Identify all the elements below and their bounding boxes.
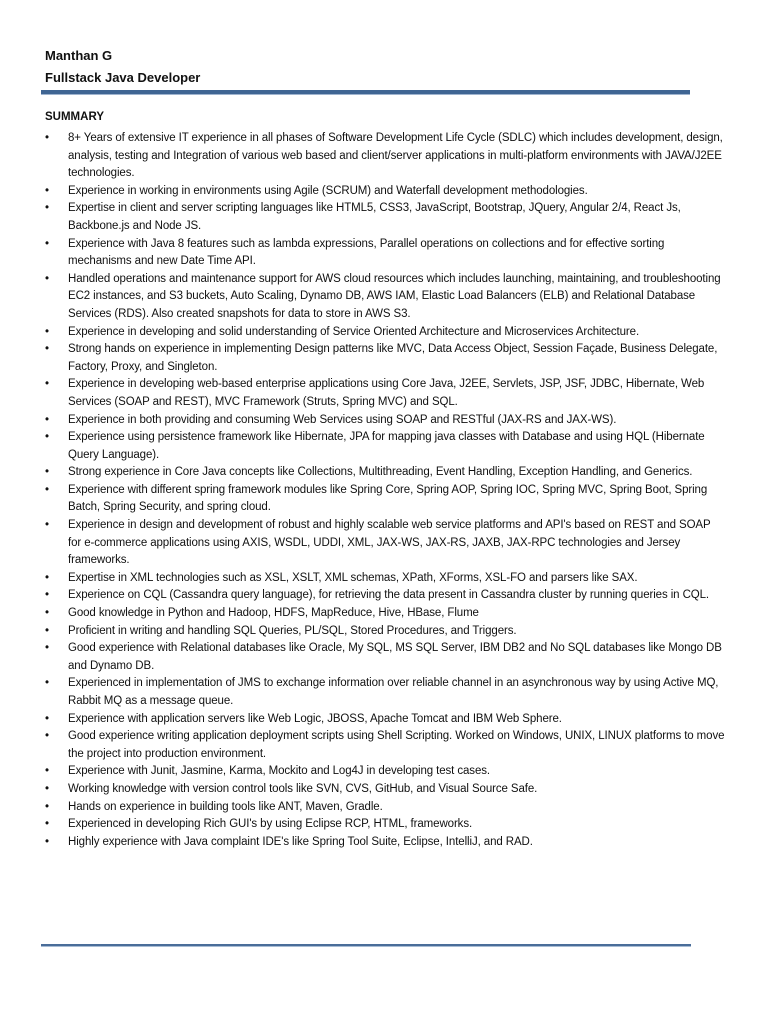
summary-item-text: Experience in working in environments using Agile (SCRUM) and Waterfall development methodologies. [68, 184, 588, 197]
summary-item-text: Experience in design and development of robust and highly scalable web service platforms and API's based on REST and SOAP for e-commerce applications using AXIS, WSDL, UDDI, XML, JAX-WS, JAX-RS, JAXB, JAX-RPC technologies and Jersey frameworks. [68, 519, 711, 567]
footer-divider [41, 944, 691, 947]
summary-item-text: Experience with different spring framework modules like Spring Core, Spring AOP, Spring IOC, Spring MVC, Spring Boot, Spring Batch, Spring Security, and spring cloud. [68, 483, 708, 514]
bullet-icon: • [45, 184, 49, 197]
summary-item [45, 464, 725, 482]
summary-item [45, 341, 725, 376]
bullet-icon: • [45, 325, 49, 338]
summary-item-text: Highly experience with Java complaint IDE's like Spring Tool Suite, Eclipse, IntelliJ, and RAD. [68, 835, 533, 848]
bullet-icon: • [45, 132, 49, 144]
bullet-icon: • [45, 272, 49, 285]
summary-item [45, 236, 725, 271]
summary-item-text: Experience using persistence framework like Hibernate, JPA for mapping java classes with Database and using HQL (Hibernate Query Language). [68, 431, 705, 461]
summary-item [45, 763, 725, 781]
summary-item-text: Hands on experience in building tools like ANT, Maven, Gradle. [68, 800, 383, 813]
summary-item-text: Strong experience in Core Java concepts like Collections, Multithreading, Event Handling, Exception Handling, and Generics. [68, 466, 693, 479]
summary-item-text: Experience with application servers like Web Logic, JBOSS, Apache Tomcat and IBM Web Sphere. [68, 712, 562, 725]
bullet-icon: • [45, 237, 49, 250]
summary-list [45, 130, 725, 851]
bullet-icon: • [45, 730, 49, 743]
bullet-icon: • [45, 202, 49, 215]
summary-item [45, 623, 725, 641]
summary-item-text: Strong hands on experience in implementing Design patterns like MVC, Data Access Object, Session Façade, Business Delegate, Factory, Proxy, and Singleton. [68, 343, 718, 373]
summary-item-text: Experienced in developing Rich GUI's by using Eclipse RCP, HTML, frameworks. [68, 818, 473, 831]
summary-item [45, 482, 725, 517]
bullet-icon: • [45, 343, 49, 356]
summary-item [45, 183, 725, 201]
bullet-icon: • [45, 835, 49, 848]
bullet-icon: • [45, 378, 49, 391]
bullet-icon: • [45, 782, 49, 795]
summary-item-text: Good experience with Relational databases like Oracle, My SQL, MS SQL Server, IBM DB2 and No SQL databases like Mongo DB and Dynamo DB. [68, 642, 722, 672]
summary-item-text: Expertise in client and server scripting languages like HTML5, CSS3, JavaScript, Bootstrap, JQuery, Angular 2/4, React Js, Backbone.js and Node JS. [68, 202, 681, 232]
summary-item-text: Experience in developing web-based enterprise applications using Core Java, J2EE, Servlets, JSP, JSF, JDBC, Hibernate, Web Services (SOAP and REST), MVC Framework (Struts, Spring MVC) and SQL. [68, 378, 705, 408]
summary-item [45, 200, 725, 235]
header-divider [41, 90, 690, 95]
summary-item [45, 324, 725, 342]
summary-item-text: Experience with Java 8 features such as lambda expressions, Parallel operations on collections and for effective sorting mechanisms and new Date Time API. [68, 237, 665, 268]
summary-item [45, 799, 725, 817]
summary-item [45, 587, 725, 605]
bullet-icon: • [45, 818, 49, 831]
summary-item-text: Working knowledge with version control tools like SVN, CVS, GitHub, and Visual Source Safe. [68, 782, 538, 795]
bullet-icon: • [45, 413, 49, 426]
summary-item [45, 675, 725, 710]
summary-item-text: 8+ Years of extensive IT experience in all phases of Software Development Life Cycle (SDLC) which includes development, design, analysis, testing and Integration of various web based and client/server applications in multi-platform environments with JAVA/J2EE technologies. [68, 132, 723, 180]
summary-item [45, 640, 725, 675]
bullet-icon: • [45, 642, 49, 655]
summary-item [45, 429, 725, 464]
bullet-icon: • [45, 765, 49, 778]
summary-item [45, 570, 725, 588]
summary-item [45, 605, 725, 623]
summary-item-text: Experienced in implementation of JMS to exchange information over reliable channel in an asynchronous way by using Active MQ, Rabbit MQ as a message queue. [68, 677, 719, 707]
summary-item-text: Proficient in writing and handling SQL Queries, PL/SQL, Stored Procedures, and Triggers. [68, 624, 517, 637]
candidate-name: Manthan G [45, 48, 113, 63]
bullet-icon: • [45, 571, 49, 584]
candidate-title: Fullstack Java Developer [45, 70, 201, 85]
bullet-icon: • [45, 607, 49, 620]
bullet-icon: • [45, 800, 49, 813]
summary-item-text: Experience in both providing and consuming Web Services using SOAP and RESTful (JAX-RS and JAX-WS). [68, 413, 617, 426]
summary-item-text: Expertise in XML technologies such as XSL, XSLT, XML schemas, XPath, XForms, XSL-FO and parsers like SAX. [68, 571, 638, 584]
bullet-icon: • [45, 624, 49, 637]
summary-item [45, 781, 725, 799]
summary-item [45, 834, 725, 852]
bullet-icon: • [45, 466, 49, 479]
bullet-icon: • [45, 712, 49, 725]
summary-item-text: Experience on CQL (Cassandra query language), for retrieving the data present in Cassandra cluster by running queries in CQL. [68, 589, 710, 602]
summary-item-text: Good experience writing application deployment scripts using Shell Scripting. Worked on Windows, UNIX, LINUX platforms to move the project into production environment. [68, 730, 725, 760]
bullet-icon: • [45, 431, 49, 444]
summary-item [45, 517, 725, 570]
bullet-icon: • [45, 677, 49, 690]
summary-heading: SUMMARY [45, 111, 104, 123]
bullet-icon: • [45, 483, 49, 496]
summary-item-text: Good knowledge in Python and Hadoop, HDFS, MapReduce, Hive, HBase, Flume [68, 607, 479, 620]
summary-item-text: Experience with Junit, Jasmine, Karma, Mockito and Log4J in developing test cases. [68, 765, 490, 778]
summary-item-text: Handled operations and maintenance support for AWS cloud resources which includes launching, maintaining, and troubleshooting EC2 instances, and S3 buckets, Auto Scaling, Dynamo DB, AWS IAM, Elastic Load Balancers (ELB) and Relational Database Services (RDS). Also created snapshots for data to store in AWS S3. [68, 272, 721, 320]
summary-item-text: Experience in developing and solid understanding of Service Oriented Architecture and Microservices Architecture. [68, 325, 640, 338]
summary-item [45, 728, 725, 763]
summary-item [45, 816, 725, 834]
bullet-icon: • [45, 519, 49, 532]
summary-item [45, 271, 725, 324]
summary-item [45, 412, 725, 430]
summary-item [45, 130, 725, 183]
bullet-icon: • [45, 589, 49, 602]
summary-item [45, 711, 725, 729]
summary-item [45, 376, 725, 411]
